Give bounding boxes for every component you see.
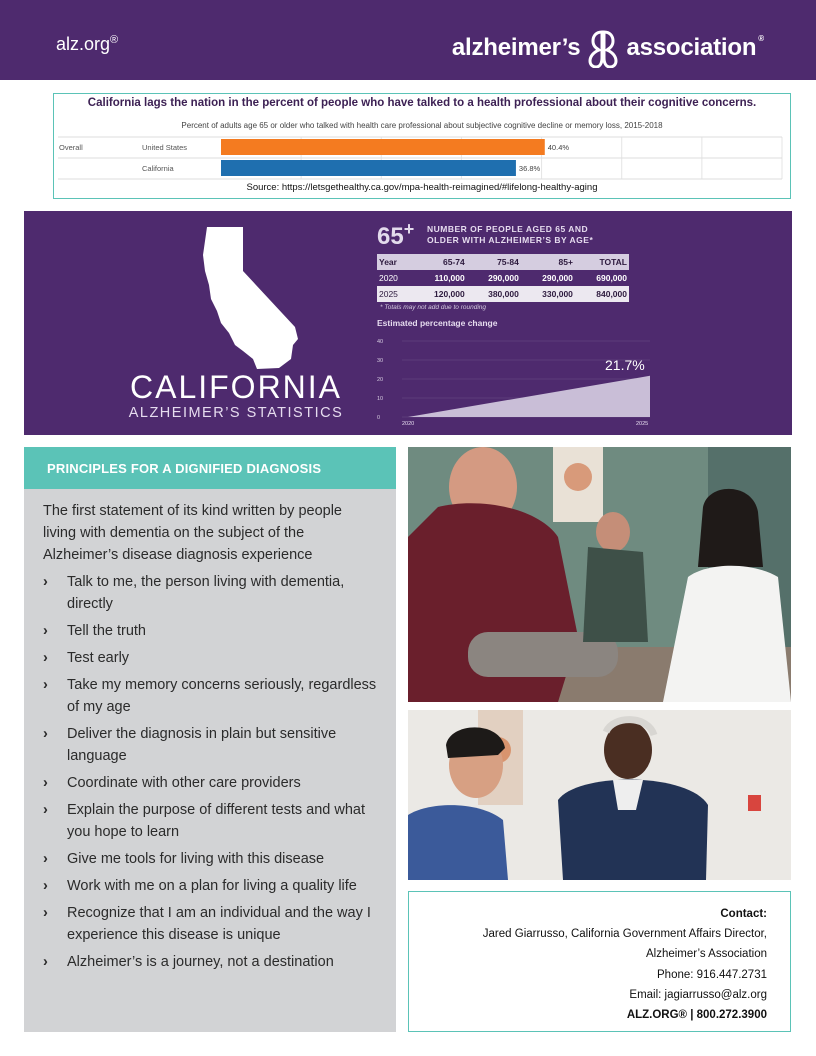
x-tick-label: 2025 [636,421,649,427]
principle-text: Recognize that I am an individual and the way I experience this disease is unique [67,905,371,943]
brand-registered-mark: ® [758,34,764,43]
principle-text: Coordinate with other care providers [67,775,301,791]
principle-text: Explain the purpose of different tests and what you hope to learn [67,802,365,840]
bar-category-label: United States [142,143,188,152]
chevron-right-icon: › [43,954,48,970]
principle-item [43,848,384,870]
bar [221,139,545,155]
area-fill [408,376,650,417]
doctor-senior-photo [408,710,791,880]
contact-title: Contact: [720,908,767,920]
principle-item [43,620,384,642]
contact-phone[interactable]: Phone: 916.447.2731 [657,968,767,981]
principle-text: Give me tools for living with this disease [67,851,325,867]
principle-item [43,875,384,897]
principle-text: Work with me on a plan for living a quality life [67,878,357,894]
principle-item [43,647,384,669]
chart-title: California lags the nation in the percent of people who have talked to a health professional about their cognitive concerns. [87,97,757,109]
principle-text: Deliver the diagnosis in plain but sensitive language [67,726,337,764]
principles-intro: The first statement of its kind written by people living with dementia on the subject of the Alzheimer’s disease diagnosis experience [43,503,342,563]
chevron-right-icon: › [43,802,48,818]
area-annotation: 21.7% [605,356,645,373]
chevron-right-icon: › [43,574,48,590]
percentage-change-area-chart [374,333,664,429]
contact-footer[interactable]: ALZ.ORG® | 800.272.3900 [626,1009,767,1022]
contact-email[interactable]: Email: jagiarrusso@alz.org [629,988,767,1001]
site-url[interactable]: alz.org® [56,34,119,54]
principle-item [43,902,384,946]
principle-text: Tell the truth [67,623,146,639]
chart-source[interactable]: Source: https://letsgethealthy.ca.gov/mpa-health-reimagined/#lifelong-healthy-aging [246,182,598,193]
table-row: 2020 110,000 290,000 290,000 690,000 [379,273,627,283]
table-header-row: Year 65-74 75-84 85+ TOTAL [377,254,629,270]
brand-logo [452,28,764,68]
brand-name-right: association [626,34,757,61]
cognitive-concerns-chart [53,93,791,199]
principles-heading: PRINCIPLES FOR A DIGNIFIED DIAGNOSIS [24,447,396,489]
california-stats-panel [24,211,792,435]
doctor-patient-photo [408,447,791,702]
chevron-right-icon: › [43,775,48,791]
y-tick-label: 40 [377,339,384,345]
bar-group-label: Overall [59,143,83,152]
principle-item [43,772,384,794]
principle-text: Take my memory concerns seriously, regardless of my age [67,677,377,715]
principle-text: Test early [67,650,130,666]
x-tick-label: 2020 [402,421,415,427]
chevron-right-icon: › [43,905,48,921]
contact-box [408,891,791,1032]
bar-chart-svg [54,134,790,180]
principle-item [43,674,384,718]
bar-value-label: 40.4% [547,143,570,152]
chevron-right-icon: › [43,623,48,639]
area-chart-label: Estimated percentage change [377,318,498,328]
principle-item [43,571,384,615]
table-row: 2025 120,000 380,000 330,000 840,000 [377,286,629,302]
table-title: NUMBER OF PEOPLE AGED 65 AND OLDER WITH ALZHEIMER’S BY AGE* [427,224,594,245]
chevron-right-icon: › [43,851,48,867]
state-subtitle: ALZHEIMER’S STATISTICS [128,405,344,421]
bar-category-label: California [142,164,174,173]
contact-name: Jared Giarrusso, California Government Affairs Director, [482,928,767,941]
california-map-icon [199,223,309,373]
chevron-right-icon: › [43,650,48,666]
alzheimers-by-age-table [377,254,629,302]
chart-subtitle: Percent of adults age 65 or older who talked with health care professional about subjective cognitive decline or memory loss, 2015-2018 [181,121,663,130]
principles-list [24,566,396,973]
header-bar [0,0,816,80]
principle-item [43,799,384,843]
chevron-right-icon: › [43,878,48,894]
y-tick-label: 20 [377,377,384,383]
table-footnote: * Totals may not add due to rounding [380,304,486,311]
principle-text: Alzheimer’s is a journey, not a destination [67,954,334,970]
brand-name-left: alzheimer’s [451,34,581,61]
purple-brain-icon [586,28,620,68]
chevron-right-icon: › [43,677,48,693]
principle-item [43,951,384,973]
bar [221,160,516,176]
y-tick-label: 30 [377,358,384,364]
state-title: CALIFORNIA [129,369,343,405]
y-tick-label: 0 [377,415,381,421]
principles-panel [24,447,396,1032]
y-tick-label: 10 [377,396,384,402]
bar-value-label: 36.8% [518,164,541,173]
principle-item [43,723,384,767]
contact-org: Alzheimer’s Association [645,948,767,961]
principle-text: Talk to me, the person living with dementia, directly [67,574,345,612]
chevron-right-icon: › [43,726,48,742]
age-65-plus-badge: 65+ [377,219,415,250]
